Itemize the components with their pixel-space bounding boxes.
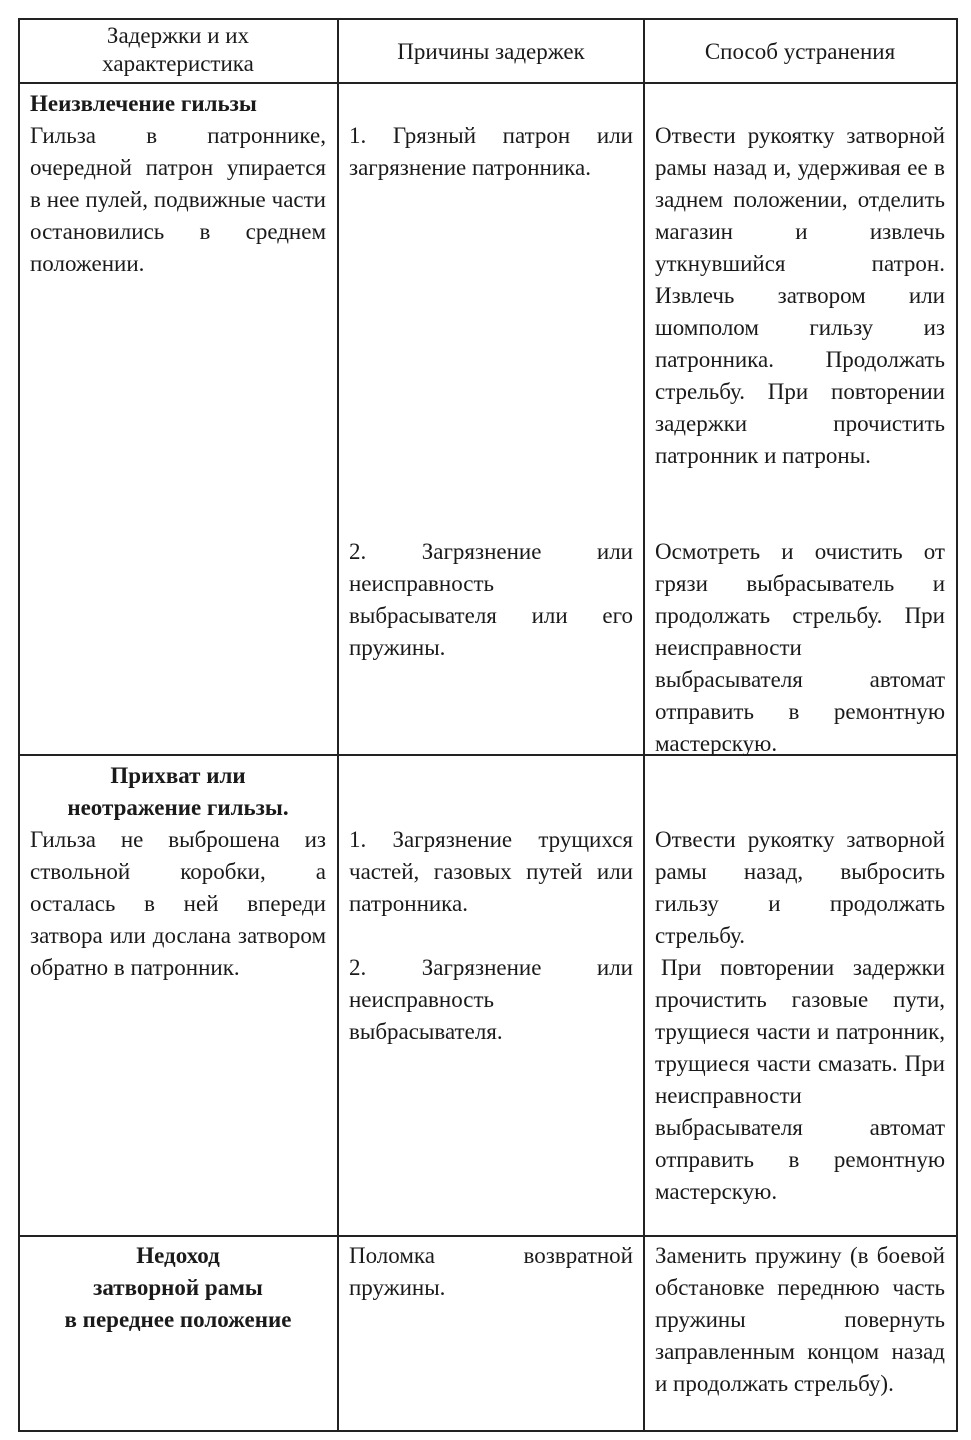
- row2-title-line2: неотражение гильзы.: [67, 795, 289, 820]
- header-causes: Причины задержек: [397, 39, 585, 64]
- row1-remedy-1: Отвести рукоятку затворной рамы назад и, удерживая ее в заднем положении, отделить магазин и извлечь уткнувшийся патрон. Извлечь затвором или шомполом гильзу из патронника. Продолжать стрельбу. При повторении задержки прочистить патронник и патроны.: [655, 123, 945, 468]
- row2-cause-1: 1. Загрязнение трущихся частей, газовых путей или патронника.: [349, 827, 633, 916]
- row3-remedy-1: Заменить пружину (в боевой обстановке переднюю часть пружины повернуть заправленным концом назад и продолжать стрельбу).: [655, 1243, 945, 1396]
- row2-cause-2: 2. Загрязнение или неисправность выбрасывателя.: [349, 955, 633, 1044]
- row3-title-line1: Недоход: [136, 1243, 220, 1268]
- row1-cause-1: 1. Грязный патрон или загрязнение патронника.: [349, 123, 633, 180]
- row2-description: Гильза не выброшена из ствольной коробки, а осталась в ней впереди затвора или дослана затвором обратно в патронник.: [30, 827, 326, 980]
- row3-delay-cell: [30, 1240, 326, 1336]
- row1-cause-2: 2. Загрязнение или неисправность выбрасывателя или его пружины.: [349, 539, 633, 660]
- row1-description: Гильза в патроннике, очередной патрон упирается в нее пулей, подвижные части остановились в среднем положении.: [30, 123, 326, 276]
- row1-delay-cell: [30, 88, 326, 280]
- row2-delay-cell: [30, 760, 326, 984]
- header-remedies: Способ устранения: [704, 39, 896, 64]
- header-delays: Задержки и их характеристика: [102, 23, 254, 76]
- row2-title-line1: Прихват или: [110, 763, 246, 788]
- troubleshooting-table: [18, 18, 958, 1432]
- row2-remedy-2: При повторении задержки прочистить газовые пути, трущиеся части и патронник, трущиеся части смазать. При неисправности выбрасывателя автомат отправить в ремонтную мастерскую.: [655, 955, 945, 1204]
- row1-title: Неизвлечение гильзы: [30, 91, 257, 116]
- row3-title-line3: в переднее положение: [64, 1307, 292, 1332]
- row3-title-line2: затворной рамы: [93, 1275, 263, 1300]
- row1-remedy-2: Осмотреть и очистить от грязи выбрасыватель и продолжать стрельбу. При неисправности выбрасывателя автомат отправить в ремонтную мастерскую.: [655, 539, 945, 756]
- row3-cause-1: Поломка возвратной пружины.: [349, 1243, 633, 1300]
- row2-remedy-1: Отвести рукоятку затворной рамы назад, выбросить гильзу и продолжать стрельбу.: [655, 827, 945, 948]
